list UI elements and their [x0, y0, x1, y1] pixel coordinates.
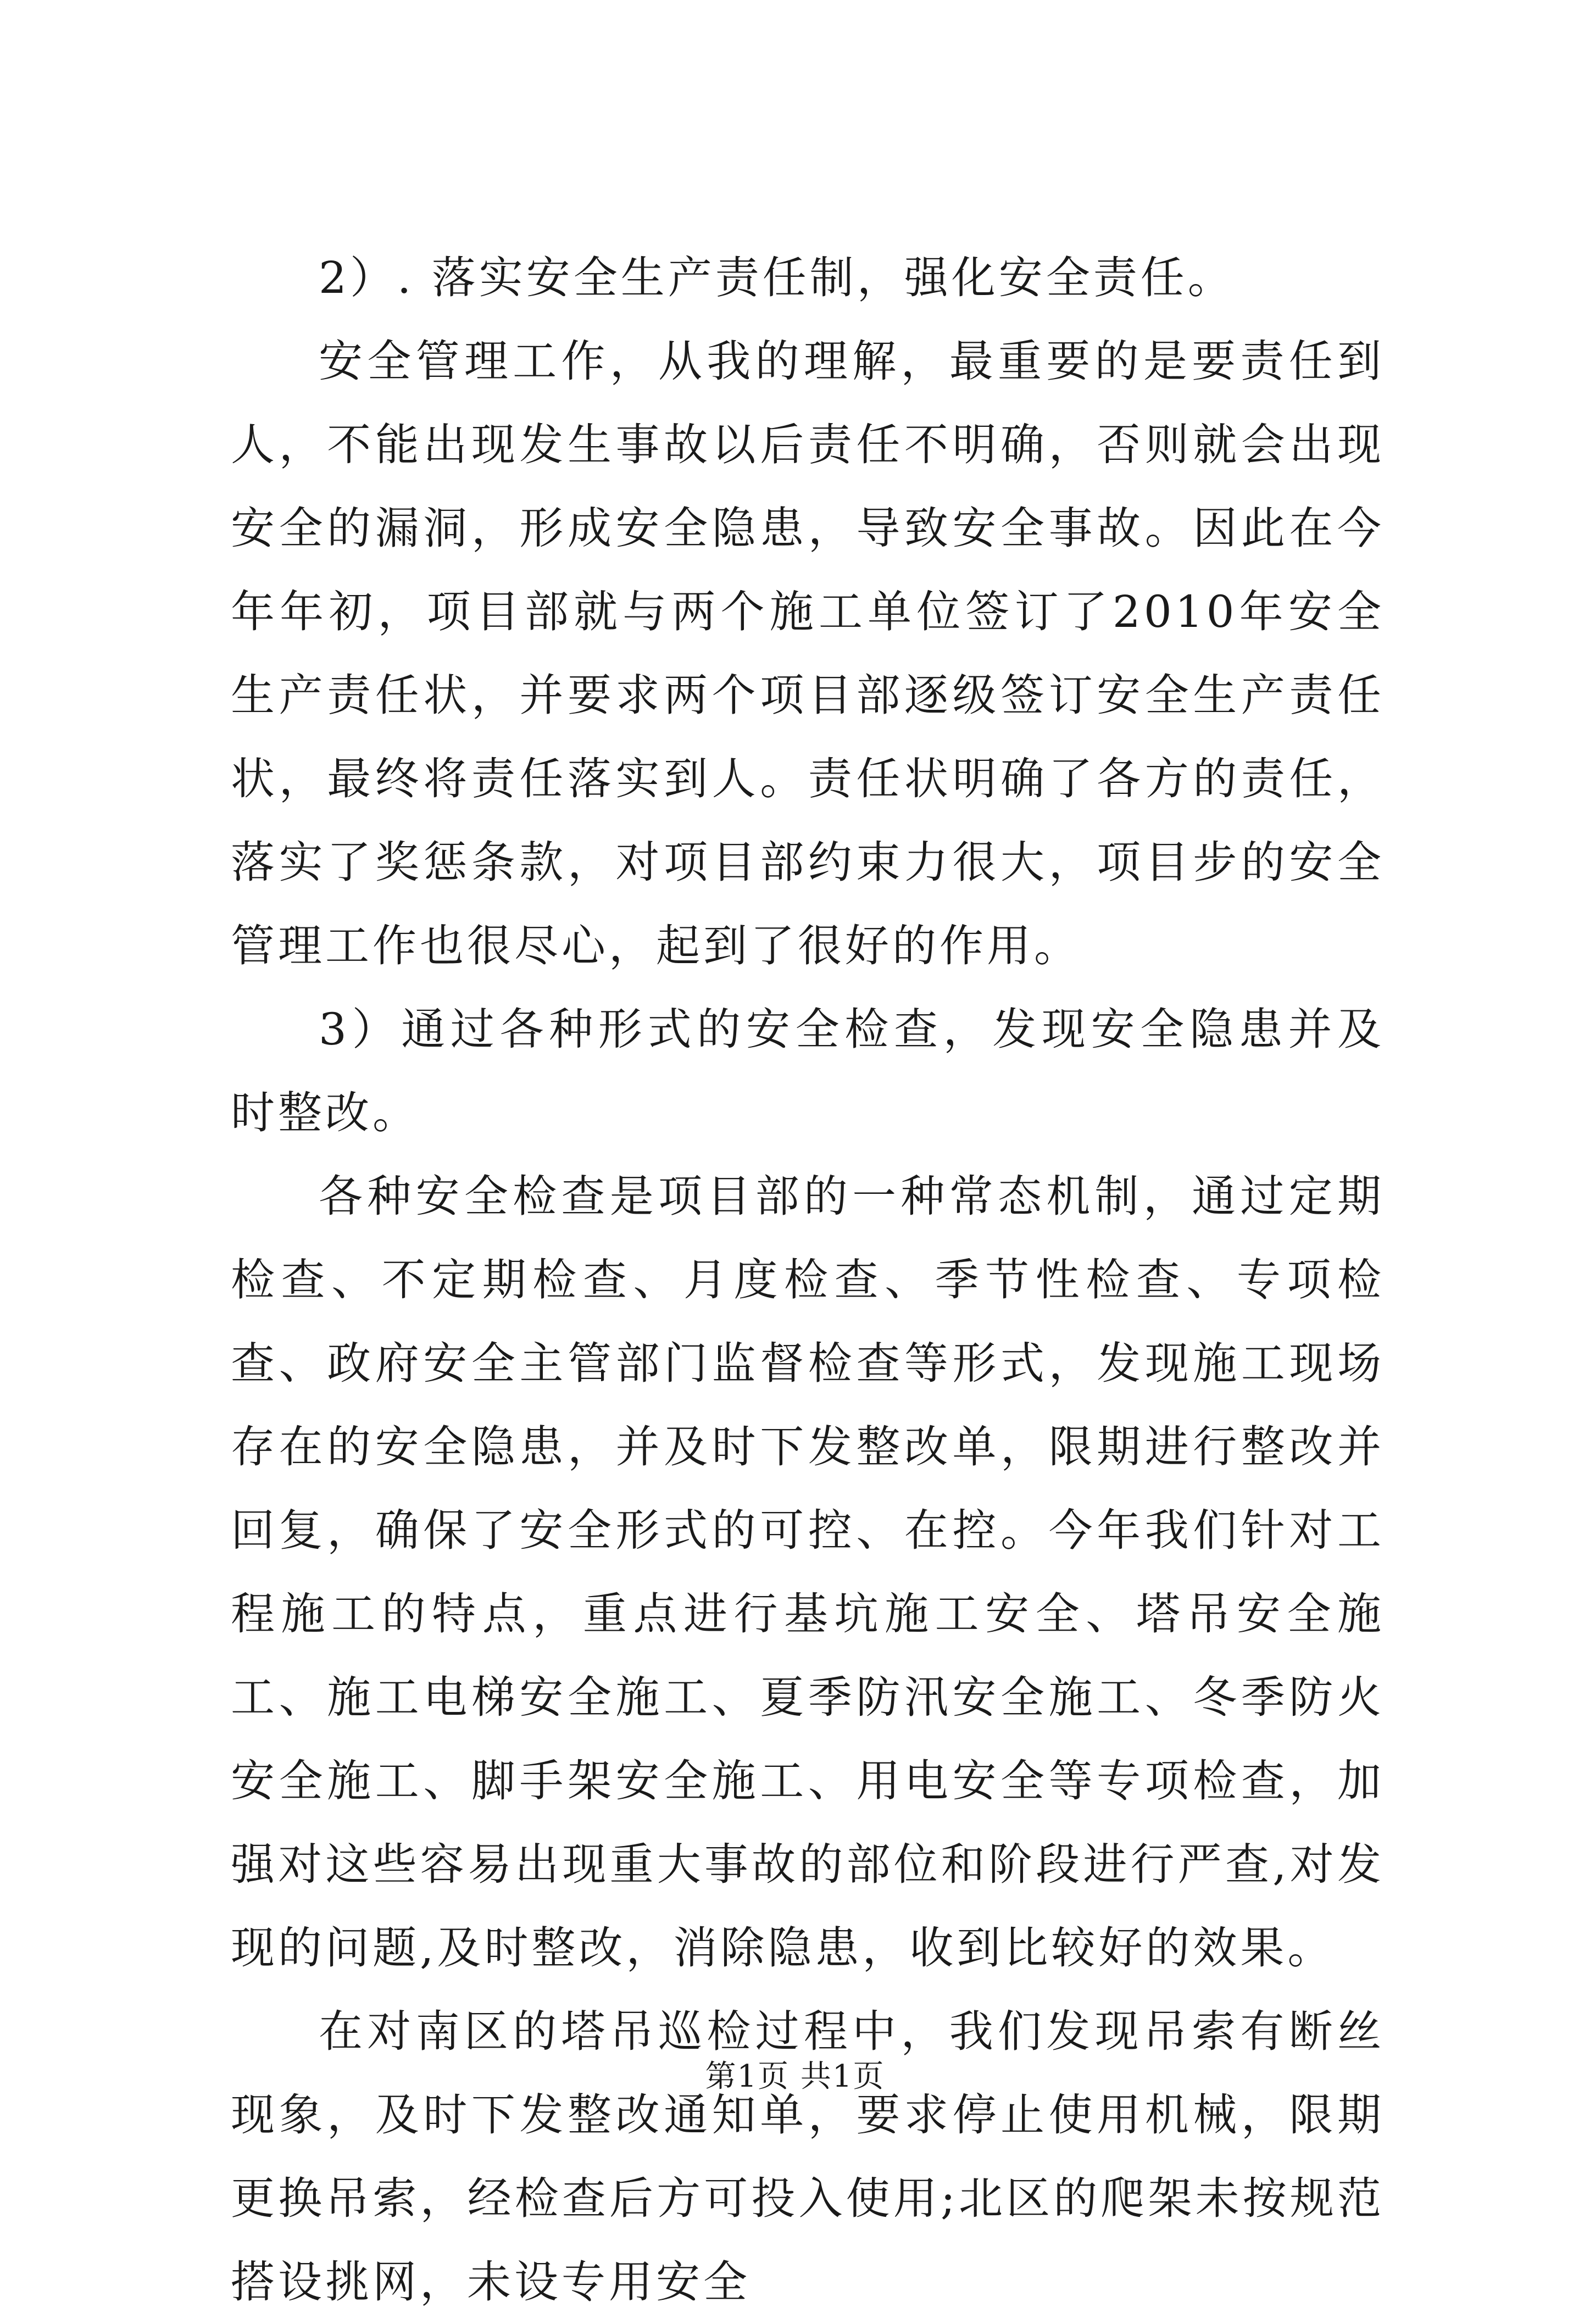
paragraph-heading-3: 3）通过各种形式的安全检查，发现安全隐患并及时整改。: [231, 1004, 1385, 1138]
paragraph-heading-2: 2）. 落实安全生产责任制，强化安全责任。: [319, 252, 1235, 303]
document-body: [231, 236, 1385, 2324]
paragraph-inspections: 各种安全检查是项目部的一种常态机制，通过定期检查、不定期检查、月度检查、季节性检查、专项检查、政府安全主管部门监督检查等形式，发现施工现场存在的安全隐患，并及时下发整改单，限期进行整改并回复，确保了安全形式的可控、在控。今年我们针对工程施工的特点，重点进行基坑施工安全、塔吊安全施工、施工电梯安全施工、夏季防汛安全施工、冬季防火安全施工、脚手架安全施工、用电安全等专项检查，加强对这些容易出现重大事故的部位和阶段进行严查,对发现的问题,及时整改，消除隐患，收到比较好的效果。: [231, 1171, 1385, 1973]
paragraph-responsibility: 安全管理工作，从我的理解，最重要的是要责任到人，不能出现发生事故以后责任不明确，否则就会出现安全的漏洞，形成安全隐患，导致安全事故。因此在今年年初，项目部就与两个施工单位签订了2010年安全生产责任状，并要求两个项目部逐级签订安全生产责任状，最终将责任落实到人。责任状明确了各方的责任，落实了奖惩条款，对项目部约束力很大，项目步的安全管理工作也很尽心，起到了很好的作用。: [231, 336, 1385, 971]
paragraph-tower-crane: 在对南区的塔吊巡检过程中，我们发现吊索有断丝现象，及时下发整改通知单，要求停止使用机械，限期更换吊索，经检查后方可投入使用;北区的爬架未按规范搭设挑网，未设专用安全: [231, 2006, 1385, 2308]
page-footer: 第1页 共1页: [705, 2059, 885, 2094]
